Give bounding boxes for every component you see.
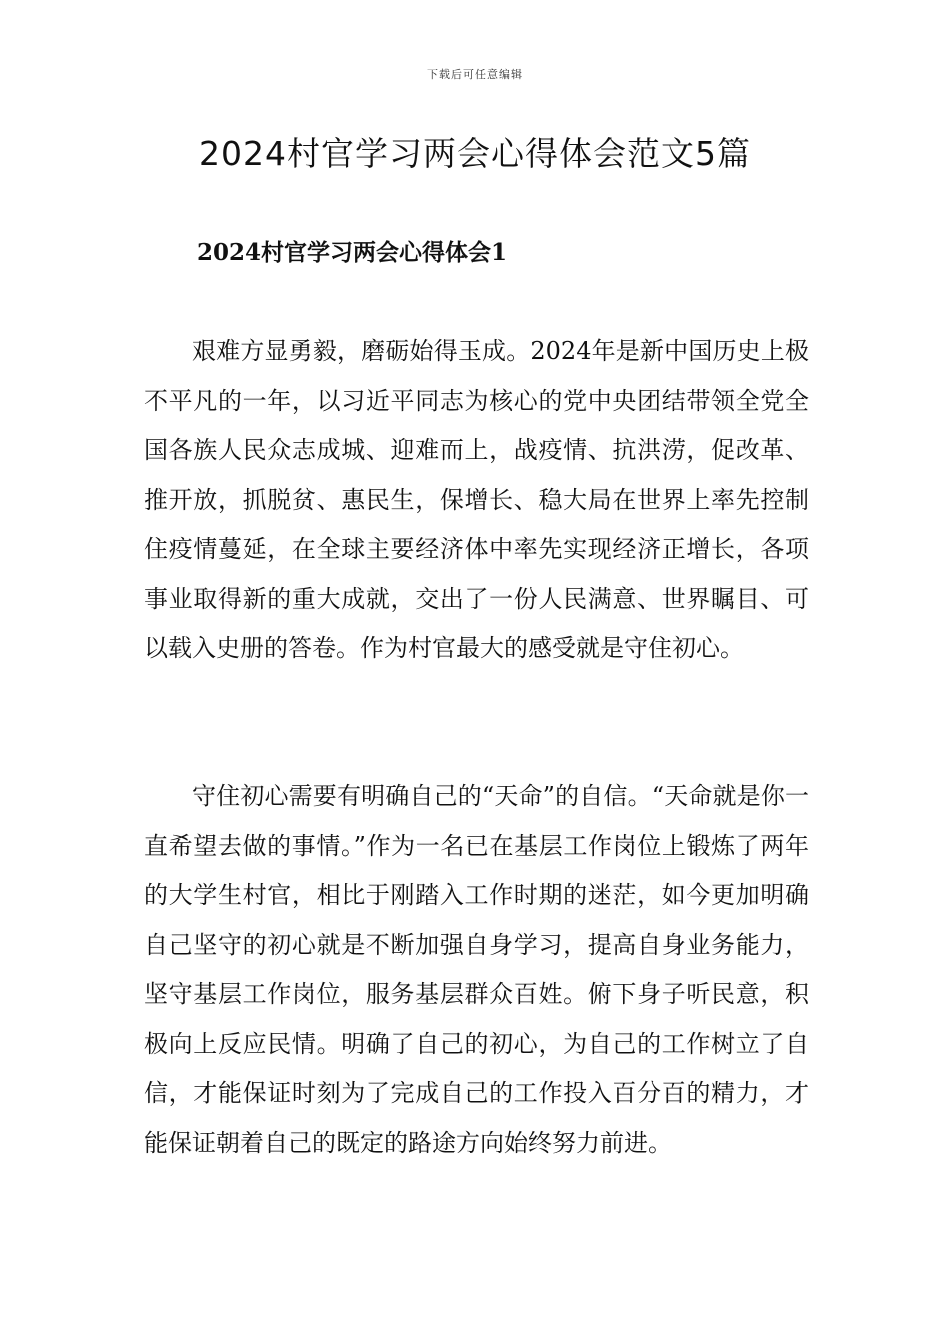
document-title: 2024村官学习两会心得体会范文5篇 [199,134,751,173]
header-note: 下载后可任意编辑 [427,68,523,81]
paragraph-1: 艰难方显勇毅，磨砺始得玉成。2024年是新中国历史上极不平凡的一年，以习近平同志为核心的党中央团结带领全党全国各族人民众志成城、迎难而上，战疫情、抗洪涝，促改革、推开放，抓脱贫、惠民生，保增长、稳大局在世界上率先控制住疫情蔓延，在全球主要经济体中率先实现经济正增长，各项事业取得新的重大成就，交出了一份人民满意、世界瞩目、可以载入史册的答卷。作为村官最大的感受就是守住初心。 [144,337,809,662]
section-title: 2024村官学习两会心得体会1 [197,239,508,266]
paragraph-2: 守住初心需要有明确自己的“天命”的自信。“天命就是你一直希望去做的事情。”作为一名已在基层工作岗位上锻炼了两年的大学生村官，相比于刚踏入工作时期的迷茫，如今更加明确自己坚守的初心就是不断加强自身学习，提高自身业务能力，坚守基层工作岗位，服务基层群众百姓。俯下身子听民意，积极向上反应民情。明确了自己的初心，为自己的工作树立了自信，才能保证时刻为了完成自己的工作投入百分百的精力，才能保证朝着自己的既定的路途方向始终努力前进。 [144,782,809,1157]
